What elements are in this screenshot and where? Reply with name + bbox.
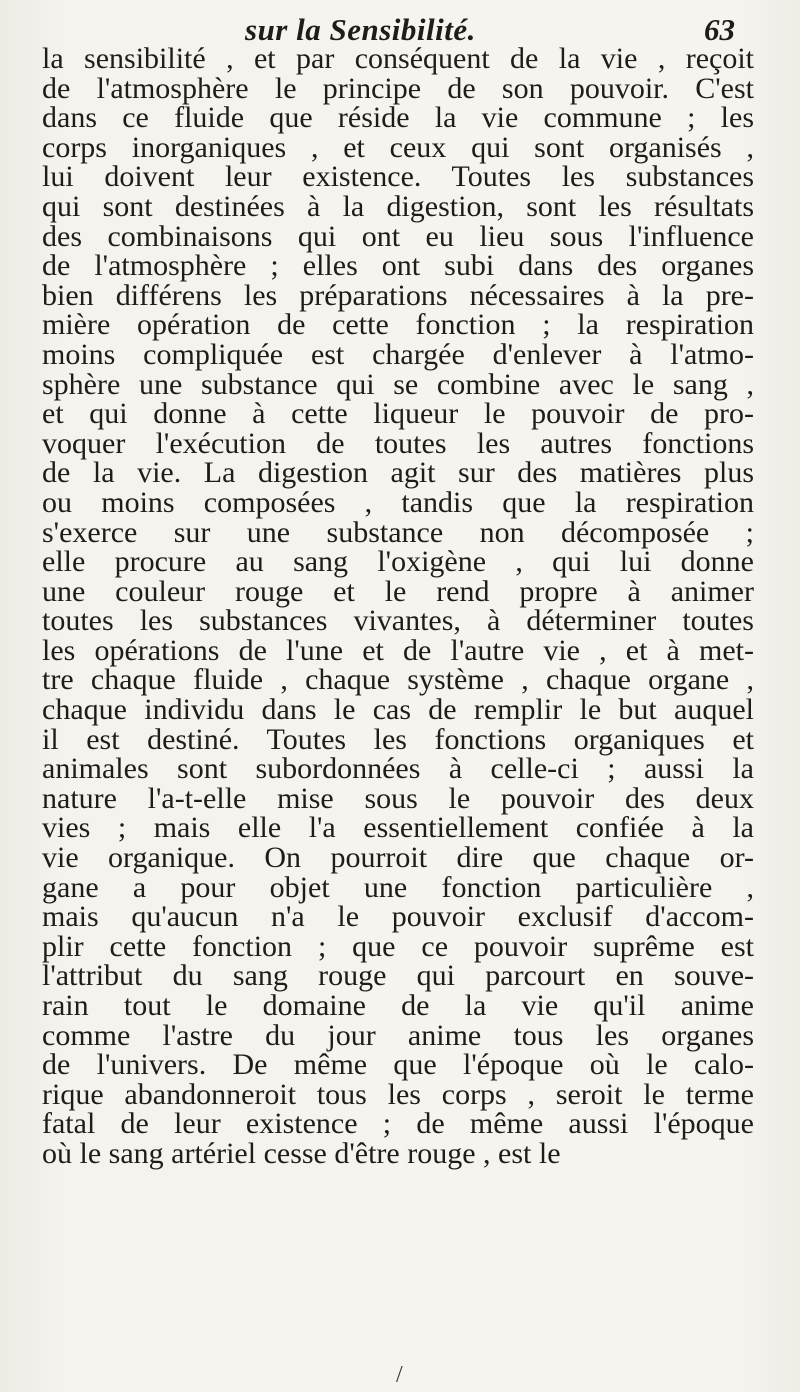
text-line: sphère une substance qui se combine avec le sang , [42,367,754,401]
text-line: nature l'a-t-elle mise sous le pouvoir des deux [42,781,754,815]
text-line: où le sang artériel cesse d'être rouge , est le [42,1136,561,1170]
text-line: chaque individu dans le cas de remplir le but auquel [42,693,754,727]
text-line: de l'atmosphère ; elles ont subi dans des organes [42,249,754,283]
text-line: qui sont destinées à la digestion, sont les résultats [42,189,754,223]
text-line: de l'univers. De même que l'époque où le calo- [42,1048,754,1082]
text-line: gane a pour objet une fonction particulière , [42,870,754,904]
text-line: des combinaisons qui ont eu lieu sous l'influence [42,219,754,253]
text-line: rique abandonneroit tous les corps , seroit le terme [42,1077,754,1111]
text-line: les opérations de l'une et de l'autre vie , et à met- [42,633,754,667]
text-line: une couleur rouge et le rend propre à animer [42,574,754,608]
text-line: elle procure au sang l'oxigène , qui lui donne [42,545,754,579]
text-line: ou moins composées , tandis que la respiration [42,485,754,519]
text-line: vies ; mais elle l'a essentiellement confiée à la [42,811,754,845]
text-line: voquer l'exécution de toutes les autres fonctions [42,426,754,460]
text-line: s'exerce sur une substance non décomposée ; [42,515,754,549]
text-line: il est destiné. Toutes les fonctions organiques et [42,722,754,756]
text-line: l'attribut du sang rouge qui parcourt en souve- [42,959,754,993]
text-line: animales sont subordonnées à celle-ci ; aussi la [42,752,754,786]
text-line: la sensibilité , et par conséquent de la vie , reçoit [42,42,754,75]
text-line: comme l'astre du jour anime tous les organes [42,1018,754,1052]
text-line: de la vie. La digestion agit sur des matières plus [42,456,754,490]
text-line: toutes les substances vivantes, à déterminer toutes [42,604,754,638]
text-line: lui doivent leur existence. Toutes les substances [42,160,754,194]
text-line: et qui donne à cette liqueur le pouvoir de pro- [42,397,754,431]
body-text [42,44,754,1169]
text-line: mais qu'aucun n'a le pouvoir exclusif d'accom- [42,900,754,934]
text-line: plir cette fonction ; que ce pouvoir suprême est [42,929,754,963]
text-line: dans ce fluide que réside la vie commune ; les [42,101,754,135]
text-line: mière opération de cette fonction ; la respiration [42,308,754,342]
running-title: sur la Sensibilité. [245,12,476,47]
text-line: de l'atmosphère le principe de son pouvoir. C'est [42,71,754,105]
page-number: 63 [704,12,735,47]
text-line: tre chaque fluide , chaque système , chaque organe , [42,663,754,697]
text-line: vie organique. On pourroit dire que chaque or- [42,841,754,875]
text-line: fatal de leur existence ; de même aussi l'époque [42,1107,754,1141]
text-line: bien différens les préparations nécessaires à la pre- [42,278,754,312]
text-line: corps inorganiques , et ceux qui sont organisés , [42,130,754,164]
text-line: rain tout le domaine de la vie qu'il anime [42,989,754,1022]
text-line: moins compliquée est chargée d'enlever à l'atmo- [42,337,754,371]
stray-mark: / [396,1362,403,1388]
